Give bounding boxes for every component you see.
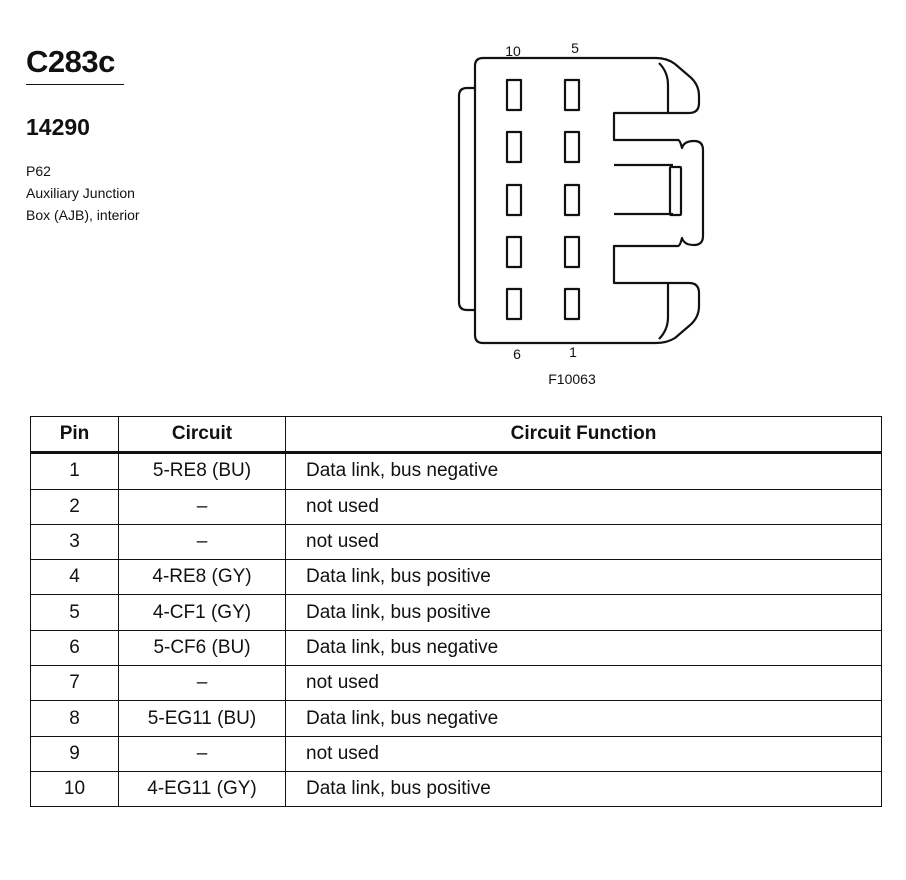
circuit-cell: 4-CF1 (GY) xyxy=(119,595,286,630)
pin-cavity xyxy=(507,237,521,267)
connector-id: C283c xyxy=(26,44,115,79)
connector-left-latch xyxy=(459,88,475,310)
circuit-cell: – xyxy=(119,489,286,524)
description-line: Box (AJB), interior xyxy=(26,207,140,223)
pin-cell: 3 xyxy=(31,524,119,559)
function-cell: not used xyxy=(286,524,882,559)
circuit-cell: 4-EG11 (GY) xyxy=(119,771,286,806)
description-line: Auxiliary Junction xyxy=(26,185,135,201)
pin-cell: 4 xyxy=(31,560,119,595)
connector-id-underline xyxy=(26,84,124,85)
circuit-cell: 5-CF6 (BU) xyxy=(119,630,286,665)
top-right-ridge xyxy=(659,63,668,113)
pin-cell: 6 xyxy=(31,630,119,665)
pin-cell: 10 xyxy=(31,771,119,806)
function-cell: Data link, bus positive xyxy=(286,595,882,630)
circuit-cell: 5-EG11 (BU) xyxy=(119,701,286,736)
table-row xyxy=(31,630,882,665)
figure-id: F10063 xyxy=(548,371,596,387)
pin-cavity xyxy=(565,132,579,162)
table-row xyxy=(31,736,882,771)
pin-cell: 5 xyxy=(31,595,119,630)
circuit-cell: 5-RE8 (BU) xyxy=(119,453,286,489)
pin-cell: 9 xyxy=(31,736,119,771)
circuit-cell: – xyxy=(119,736,286,771)
table-header-row xyxy=(31,417,882,453)
pin-cavity xyxy=(507,132,521,162)
function-cell: Data link, bus positive xyxy=(286,560,882,595)
table-row xyxy=(31,524,882,559)
pin-label-6: 6 xyxy=(513,346,521,362)
pin-cavity xyxy=(565,185,579,215)
table-row xyxy=(31,453,882,489)
header-circuit-function: Circuit Function xyxy=(286,417,882,453)
pin-cell: 1 xyxy=(31,453,119,489)
table-row xyxy=(31,489,882,524)
function-cell: not used xyxy=(286,666,882,701)
pin-cavity xyxy=(565,289,579,319)
pin-cavity xyxy=(507,289,521,319)
connector-description xyxy=(26,160,140,226)
pin-cavity xyxy=(507,80,521,110)
header-pin: Pin xyxy=(31,417,119,453)
lock-tab xyxy=(670,167,681,215)
pin-label-1: 1 xyxy=(569,344,577,360)
circuit-cell: – xyxy=(119,524,286,559)
circuit-cell: – xyxy=(119,666,286,701)
function-cell: Data link, bus positive xyxy=(286,771,882,806)
pin-cell: 8 xyxy=(31,701,119,736)
connector-diagram xyxy=(440,30,740,390)
pin-cell: 2 xyxy=(31,489,119,524)
function-cell: Data link, bus negative xyxy=(286,453,882,489)
table-row xyxy=(31,595,882,630)
pin-table xyxy=(30,416,882,807)
function-cell: Data link, bus negative xyxy=(286,701,882,736)
table-row xyxy=(31,771,882,806)
bottom-right-ridge xyxy=(659,283,668,339)
pin-label-5: 5 xyxy=(571,40,579,56)
pin-cavity xyxy=(507,185,521,215)
description-line: P62 xyxy=(26,163,51,179)
pin-cavity xyxy=(565,80,579,110)
part-number: 14290 xyxy=(26,114,90,140)
circuit-cell: 4-RE8 (GY) xyxy=(119,560,286,595)
pin-cavity xyxy=(565,237,579,267)
function-cell: not used xyxy=(286,489,882,524)
pin-cell: 7 xyxy=(31,666,119,701)
table-row xyxy=(31,666,882,701)
table-row xyxy=(31,560,882,595)
header-circuit: Circuit xyxy=(119,417,286,453)
function-cell: Data link, bus negative xyxy=(286,630,882,665)
function-cell: not used xyxy=(286,736,882,771)
table-row xyxy=(31,701,882,736)
pin-label-10: 10 xyxy=(505,43,521,59)
